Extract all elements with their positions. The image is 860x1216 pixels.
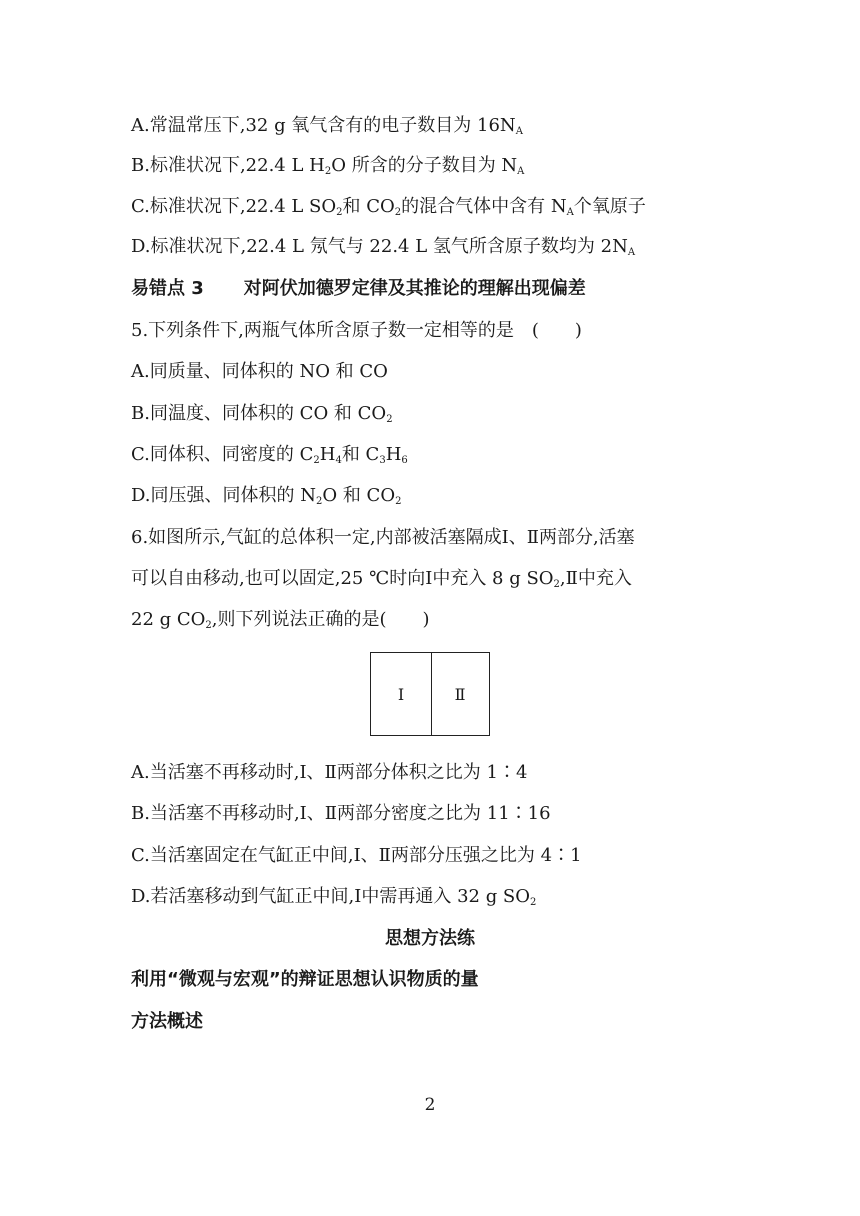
q4-option-a: A.常温常压下,32 g 氧气含有的电子数目为 $16N_A$ [131,115,523,137]
page-number: 2 [424,1095,436,1115]
chamber-one [371,653,432,735]
q4-option-c: C.标准状况下,22.4 L $SO_2$和 $CO_2$的混合气体中含有 $N_A$个氧原子 [131,196,646,218]
q5-option-a: A.同质量、同体积的 NO 和 CO [131,361,388,382]
q6-stem-line-2: 可以自由移动,也可以固定,25 ℃时向Ⅰ中充入 8 g $SO_2,Ⅱ$中充入 [131,568,632,590]
section-title-methods: 思想方法练 [385,928,475,949]
q6-option-d: D.若活塞移动到气缸正中间,Ⅰ中需再通入 32 g $SO_2$ [131,886,537,908]
chamber-two [430,653,490,735]
q6-option-a: A.当活塞不再移动时,Ⅰ、Ⅱ两部分体积之比为 1∶4 [131,762,528,783]
q4-option-d: D.标准状况下,22.4 L 氖气与 22.4 L 氢气所含原子数均为 $2N_A$ [131,236,636,258]
section-heading-3 [131,276,586,302]
chamber-one-label: Ⅰ [397,684,405,704]
section-label: 易错点 3 [131,278,204,299]
q4-option-b: B.标准状况下,22.4 L $H_2O$ 所含的分子数目为 $N_A$ [131,155,525,177]
q6-stem-line-1: 6.如图所示,气缸的总体积一定,内部被活塞隔成Ⅰ、Ⅱ两部分,活塞 [131,527,635,548]
chamber-two-label: Ⅱ [454,684,466,704]
q5-stem: 5.下列条件下,两瓶气体所含原子数一定相等的是 ( ) [131,320,582,341]
q6-option-c: C.当活塞固定在气缸正中间,Ⅰ、Ⅱ两部分压强之比为 4∶1 [131,845,582,866]
q5-option-c: C.同体积、同密度的 $C_2H_4$和 $C_3H_6$ [131,444,408,466]
q6-stem-line-3: 22 g $CO_2$,则下列说法正确的是( ) [131,609,430,631]
q5-option-b: B.同温度、同体积的 CO 和 $CO_2$ [131,403,393,425]
q5-option-d: D.同压强、同体积的 $N_2O$ 和 $CO_2$ [131,485,402,507]
topic-heading: 利用“微观与宏观”的辩证思想认识物质的量 [131,969,479,990]
section-title: 对阿伏加德罗定律及其推论的理解出现偏差 [243,278,586,299]
q6-option-b: B.当活塞不再移动时,Ⅰ、Ⅱ两部分密度之比为 11∶16 [131,803,551,824]
subheading: 方法概述 [131,1011,203,1032]
cylinder-diagram [370,652,490,736]
